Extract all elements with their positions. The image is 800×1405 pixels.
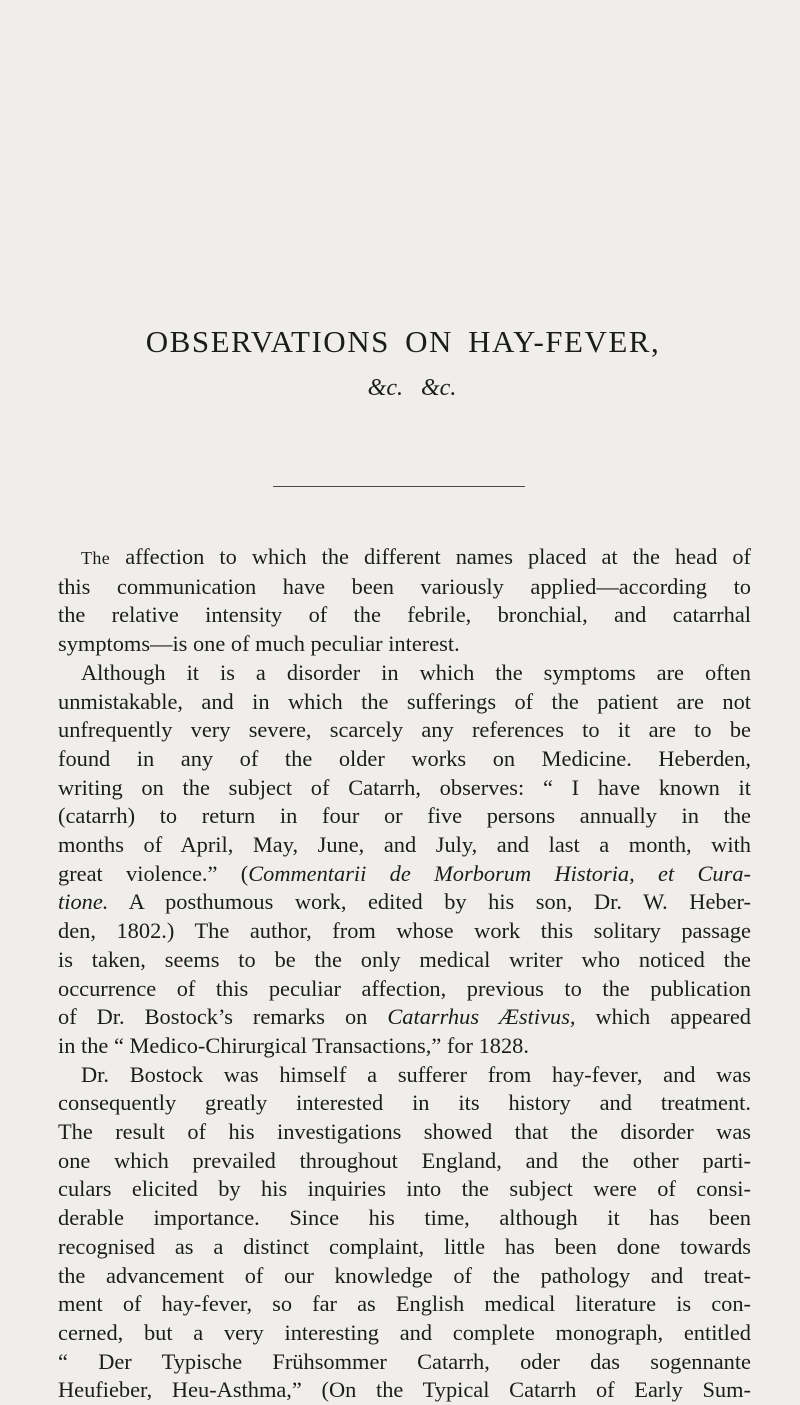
text-line: Dr. Bostock was himself a sufferer from hay-fever, and was	[81, 1061, 751, 1087]
text-line: Although it is a disorder in which the symptoms are often	[81, 659, 751, 685]
italic-citation: tione.	[58, 889, 109, 915]
text-line: occurrence of this peculiar affection, previous to the publication	[58, 975, 751, 1001]
text-line: ment of hay-fever, so far as English medical literature is con-	[58, 1291, 751, 1317]
text-line: found in any of the older works on Medicine. Heberden,	[58, 745, 751, 771]
text-line: culars elicited by his inquiries into the subject were of consi-	[58, 1176, 751, 1202]
text-line: (catarrh) to return in four or five persons annually in the	[58, 803, 751, 829]
text-line: The affection to which the different names placed at the head of	[81, 544, 751, 569]
text-line: is taken, seems to be the only medical writer who noticed the	[58, 946, 751, 972]
section-divider	[273, 486, 525, 487]
text-line: unmistakable, and in which the sufferings of the patient are not	[58, 688, 751, 714]
text-line: cerned, but a very interesting and complete monograph, entitled	[58, 1319, 751, 1345]
text-line: “ Der Typische Frühsommer Catarrh, oder das sogennante	[58, 1348, 751, 1374]
text-line: in the “ Medico-Chirurgical Transactions,” for 1828.	[58, 1032, 529, 1058]
text-line: consequently greatly interested in its history and treatment.	[58, 1090, 751, 1116]
page-subtitle: &c. &c.	[367, 375, 457, 401]
text-line: The result of his investigations showed that the disorder was	[58, 1119, 751, 1145]
text-line: recognised as a distinct complaint, little has been done towards	[58, 1233, 751, 1259]
text-line: one which prevailed throughout England, and the other parti-	[58, 1147, 751, 1173]
italic-citation: Commentarii de Morborum Historia, et Cura-	[248, 860, 751, 886]
text-line: writing on the subject of Catarrh, observes: “ I have known it	[58, 774, 751, 800]
text-line: den, 1802.) The author, from whose work this solitary passage	[58, 918, 751, 944]
text-line: symptoms—is one of much peculiar interest.	[58, 631, 460, 657]
page-title: OBSERVATIONS ON HAY-FEVER,	[145, 324, 661, 359]
italic-citation: Catarrhus Æstivus,	[387, 1004, 576, 1030]
text-line: the relative intensity of the febrile, bronchial, and catarrhal	[58, 602, 751, 628]
small-caps-opening: The	[81, 548, 111, 568]
text-line: great violence.” (Commentarii de Morborum Historia, et Cura-	[58, 860, 751, 886]
text-line: derable importance. Since his time, although it has been	[58, 1205, 751, 1231]
text-line: of Dr. Bostock’s remarks on Catarrhus Æstivus, which appeared	[58, 1004, 751, 1030]
text-line: unfrequently very severe, scarcely any references to it are to be	[58, 717, 751, 743]
text-line: the advancement of our knowledge of the pathology and treat-	[58, 1262, 751, 1288]
text-line: this communication have been variously applied—according to	[58, 573, 751, 599]
text-line: months of April, May, June, and July, and last a month, with	[58, 832, 751, 858]
body-text	[58, 543, 751, 1405]
text-line: Heufieber, Heu-Asthma,” (On the Typical Catarrh of Early Sum-	[58, 1377, 751, 1403]
text-line: tione. A posthumous work, edited by his son, Dr. W. Heber-	[58, 889, 751, 915]
